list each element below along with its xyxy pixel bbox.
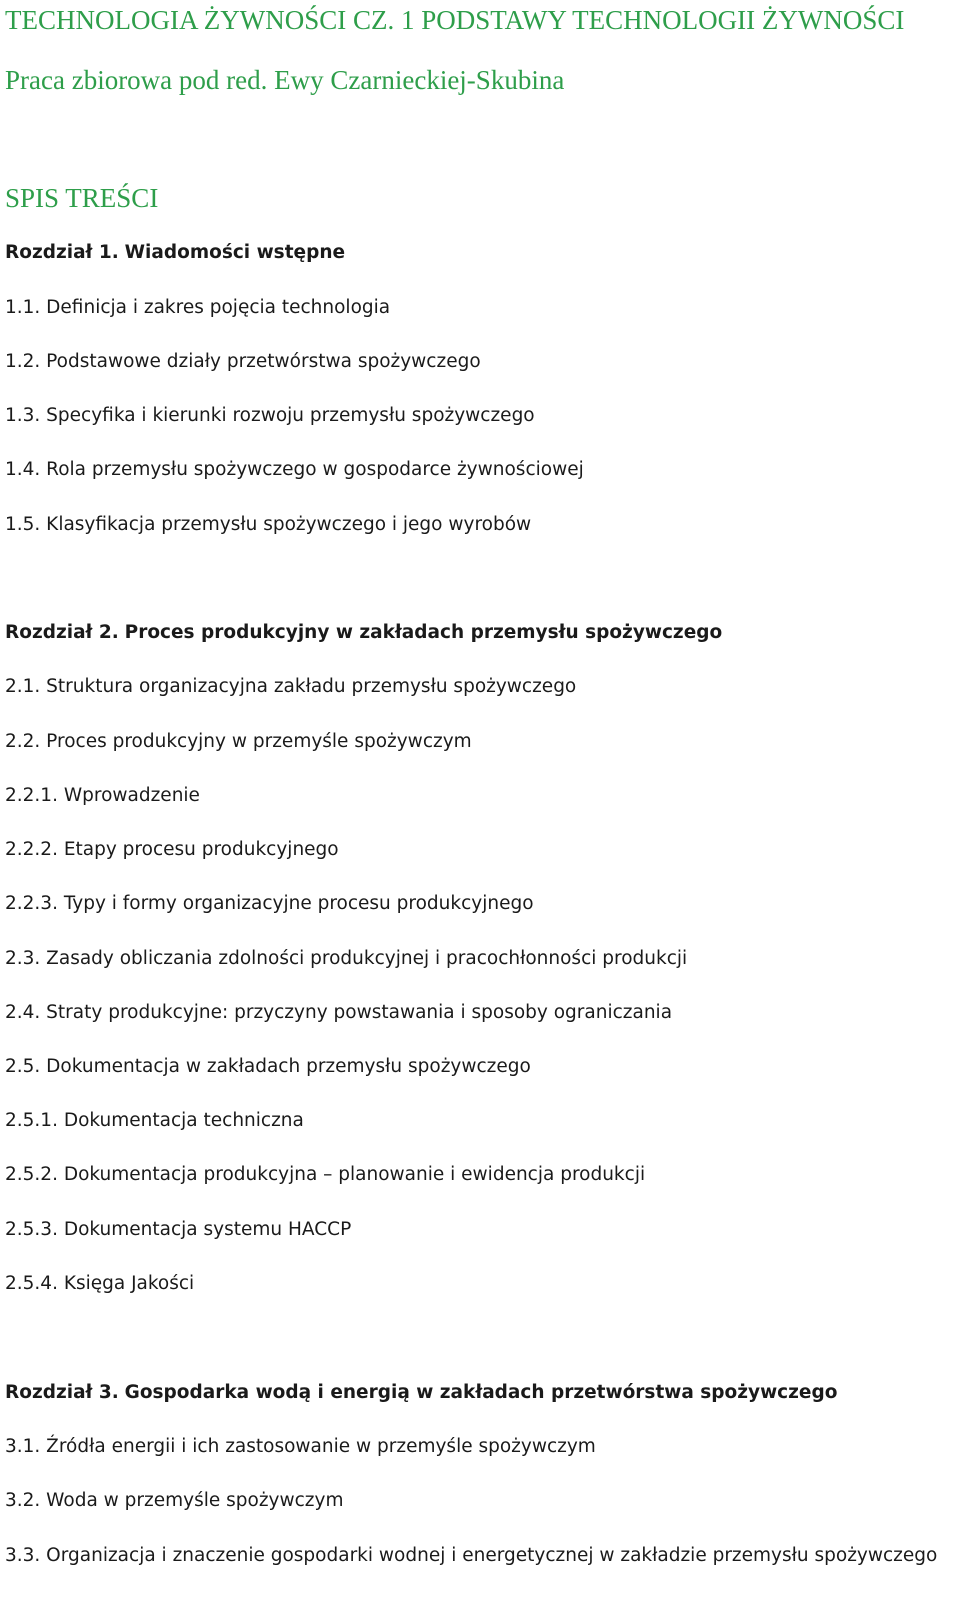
toc-item: 3.3. Organizacja i znaczenie gospodarki wodnej i energetycznej w zakładzie przemysłu spożywczego [5,1545,938,1566]
toc-item: 1.4. Rola przemysłu spożywczego w gospodarce żywnościowej [5,459,584,480]
chapter-heading [5,621,722,645]
toc-item: 2.5.4. Księga Jakości [5,1273,195,1294]
toc-item: 2.5.3. Dokumentacja systemu HACCP [5,1219,352,1240]
chapter-label: Rozdział 1. [5,242,119,263]
editor-line: Praca zbiorowa pod red. Ewy Czarnieckiej-Skubina [5,65,565,95]
toc-item: 2.1. Struktura organizacyjna zakładu przemysłu spożywczego [5,676,577,697]
chapter-heading [5,1381,837,1405]
chapter-heading [5,241,345,265]
toc-item: 3.2. Woda w przemyśle spożywczym [5,1490,344,1511]
toc-item: 2.2.2. Etapy procesu produkcyjnego [5,839,339,860]
toc-item: 2.2.3. Typy i formy organizacyjne procesu produkcyjnego [5,893,534,914]
toc-item: 1.1. Definicja i zakres pojęcia technologia [5,297,391,318]
toc-item: 3.1. Źródła energii i ich zastosowanie w przemyśle spożywczym [5,1436,596,1457]
chapter-label: Rozdział 3. [5,1382,119,1403]
toc-heading: SPIS TREŚCI [5,183,159,213]
toc-item: 1.3. Specyfika i kierunki rozwoju przemysłu spożywczego [5,405,535,426]
chapter-title: Gospodarka wodą i energią w zakładach przetwórstwa spożywczego [124,1382,838,1403]
toc-item: 2.5.2. Dokumentacja produkcyjna – planowanie i ewidencja produkcji [5,1164,646,1185]
toc-item: 2.5.1. Dokumentacja techniczna [5,1110,304,1131]
toc-item: 2.5. Dokumentacja w zakładach przemysłu spożywczego [5,1056,531,1077]
toc-item: 1.2. Podstawowe działy przetwórstwa spożywczego [5,351,481,372]
toc-item: 1.5. Klasyfikacja przemysłu spożywczego i jego wyrobów [5,514,532,535]
toc-item: 2.3. Zasady obliczania zdolności produkcyjnej i pracochłonności produkcji [5,948,688,969]
chapter-title: Proces produkcyjny w zakładach przemysłu spożywczego [124,622,723,643]
toc-item: 2.4. Straty produkcyjne: przyczyny powstawania i sposoby ograniczania [5,1002,673,1023]
chapter-label: Rozdział 2. [5,622,119,643]
toc-item: 2.2.1. Wprowadzenie [5,785,200,806]
toc-item: 2.2. Proces produkcyjny w przemyśle spożywczym [5,731,472,752]
chapter-title: Wiadomości wstępne [124,242,346,263]
document-title: TECHNOLOGIA ŻYWNOŚCI CZ. 1 PODSTAWY TECHNOLOGII ŻYWNOŚCI [5,5,905,35]
